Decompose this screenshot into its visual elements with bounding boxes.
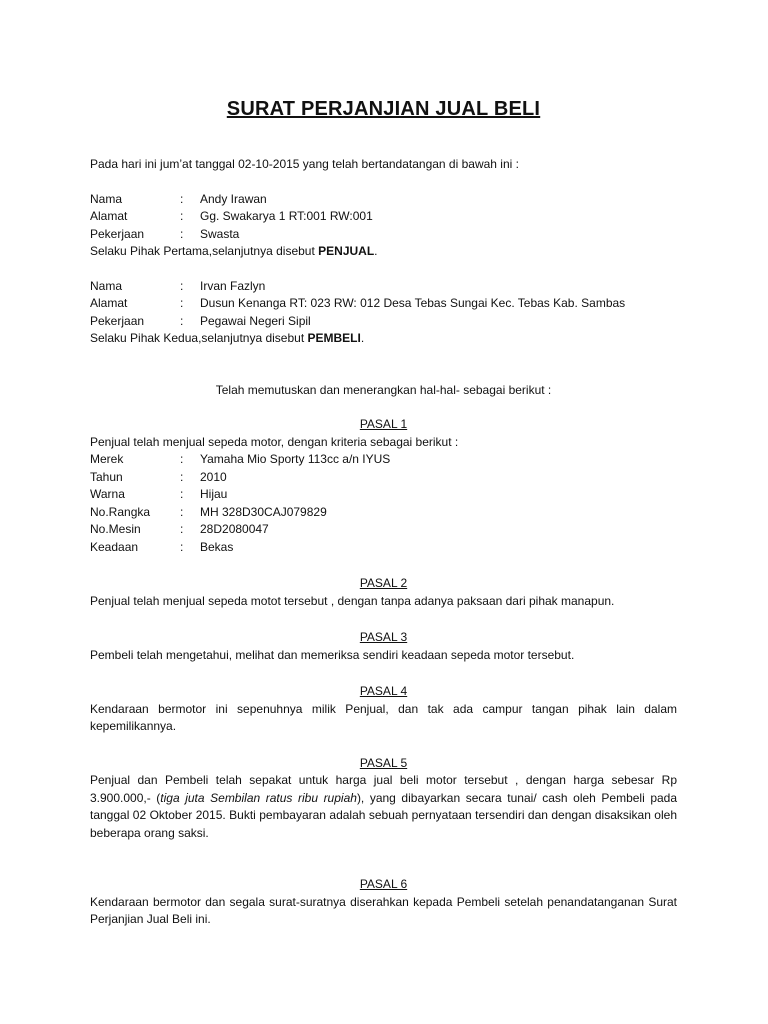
- seller-field-row: [90, 208, 677, 226]
- seller-field-row: [90, 191, 677, 209]
- role-suffix: .: [360, 331, 365, 345]
- pasal-heading: PASAL 5: [359, 755, 408, 770]
- seller-field-row: [90, 226, 677, 244]
- pasal-4-section: [90, 683, 677, 736]
- field-colon: :: [180, 296, 184, 310]
- role-prefix: Selaku Pihak Pertama,selanjutnya disebut: [90, 244, 319, 258]
- field-value: Dusun Kenanga RT: 023 RW: 012 Desa Tebas Sungai Kec. Tebas Kab. Sambas: [200, 296, 626, 310]
- field-label: No.Rangka: [90, 504, 151, 519]
- vehicle-field-row: [90, 521, 677, 539]
- field-colon: :: [180, 487, 184, 501]
- field-colon: :: [180, 313, 184, 328]
- seller-section: [90, 191, 677, 261]
- vehicle-field-row: [90, 469, 677, 487]
- field-value: MH 328D30CAJ079829: [200, 504, 327, 519]
- pasal-text-part: Penjual dan Pembeli telah sepakat untuk harga jual beli motor tersebut , dengan harga sebesar Rp 3.900.000,- (: [90, 773, 677, 805]
- pasal-5-section: [90, 755, 677, 843]
- pasal-text: [90, 772, 677, 842]
- vehicle-field-row: [90, 504, 677, 522]
- field-label: Merek: [90, 452, 124, 466]
- pasal-text: Kendaraan bermotor dan segala surat-suratnya diserahkan kepada Pembeli setelah penandatanganan Surat Perjanjian Jual Beli ini.: [90, 894, 677, 926]
- pasal-text: Pembeli telah mengetahui, melihat dan memeriksa sendiri keadaan sepeda motor tersebut.: [90, 647, 575, 662]
- field-value: Irvan Fazlyn: [200, 278, 266, 293]
- buyer-field-row: [90, 313, 677, 331]
- field-value: 28D2080047: [200, 522, 269, 536]
- field-colon: :: [180, 522, 184, 536]
- field-value: Pegawai Negeri Sipil: [200, 313, 311, 328]
- field-value: 2010: [200, 469, 227, 484]
- field-label: Alamat: [90, 296, 128, 310]
- field-value: Swasta: [200, 226, 240, 241]
- pasal-text: Penjual telah menjual sepeda motot tersebut , dengan tanpa adanya paksaan dari pihak manapun.: [90, 593, 615, 608]
- field-value: Hijau: [200, 487, 228, 501]
- field-label: Nama: [90, 191, 123, 206]
- buyer-role: PEMBELI: [307, 331, 361, 345]
- field-colon: :: [180, 452, 184, 466]
- pasal-2-section: [90, 575, 677, 610]
- field-label: Tahun: [90, 469, 123, 484]
- pasal-heading: PASAL 3: [359, 630, 408, 644]
- seller-role: PENJUAL: [318, 244, 375, 258]
- field-label: No.Mesin: [90, 522, 141, 536]
- document-title: SURAT PERJANJIAN JUAL BELI: [226, 98, 541, 120]
- field-colon: :: [180, 539, 184, 554]
- buyer-field-row: [90, 295, 677, 313]
- document-body: [90, 96, 677, 929]
- pasal-3-section: [90, 629, 677, 664]
- field-colon: :: [180, 278, 184, 293]
- role-suffix: .: [374, 244, 378, 258]
- field-label: Warna: [90, 487, 125, 501]
- buyer-role-line: [90, 330, 677, 348]
- field-value: Yamaha Mio Sporty 113cc a/n IYUS: [200, 452, 391, 466]
- price-in-words: tiga juta Sembilan ratus ribu rupiah: [160, 790, 357, 805]
- pasal-6-section: [90, 876, 677, 929]
- field-label: Pekerjaan: [90, 313, 145, 328]
- field-label: Keadaan: [90, 539, 139, 554]
- buyer-section: [90, 278, 677, 348]
- field-label: Pekerjaan: [90, 226, 145, 241]
- pasal-heading: PASAL 4: [359, 684, 408, 698]
- pasal-1-section: [90, 416, 677, 556]
- pasal-heading: PASAL 6: [359, 877, 408, 891]
- pasal-heading: PASAL 2: [359, 576, 408, 590]
- pasal-heading: PASAL 1: [359, 417, 408, 431]
- field-colon: :: [180, 504, 184, 519]
- pasal-text-part: ), yang dibayarkan secara tunai/ cash oleh Pembeli pada tanggal 02 Oktober 2015. Bukti pembayaran adalah sebuah pernyataan tersendiri dan dengan disaksikan oleh beberapa orang saksi.: [90, 790, 678, 840]
- vehicle-field-row: [90, 486, 677, 504]
- seller-role-line: [90, 243, 677, 261]
- role-prefix: Selaku Pihak Kedua,selanjutnya disebut: [90, 331, 308, 345]
- field-colon: :: [180, 191, 184, 206]
- field-value: Andy Irawan: [200, 191, 267, 206]
- pasal-text: Penjual telah menjual sepeda motor, dengan kriteria sebagai berikut :: [90, 434, 459, 449]
- vehicle-field-row: [90, 451, 677, 469]
- vehicle-field-row: [90, 539, 677, 557]
- field-value: Bekas: [200, 539, 234, 554]
- field-colon: :: [180, 469, 184, 484]
- field-value: Gg. Swakarya 1 RT:001 RW:001: [200, 209, 373, 223]
- field-label: Alamat: [90, 209, 128, 223]
- decision-text: Telah memutuskan dan menerangkan hal-hal- sebagai berikut :: [215, 382, 552, 397]
- field-label: Nama: [90, 278, 123, 293]
- pasal-text: Kendaraan bermotor ini sepenuhnya milik Penjual, dan tak ada campur tangan pihak lain dalam kepemilikannya.: [90, 701, 677, 733]
- field-colon: :: [180, 209, 184, 223]
- buyer-field-row: [90, 278, 677, 296]
- field-colon: :: [180, 226, 184, 241]
- intro-text: Pada hari ini jum’at tanggal 02-10-2015 yang telah bertandatangan di bawah ini :: [90, 157, 519, 171]
